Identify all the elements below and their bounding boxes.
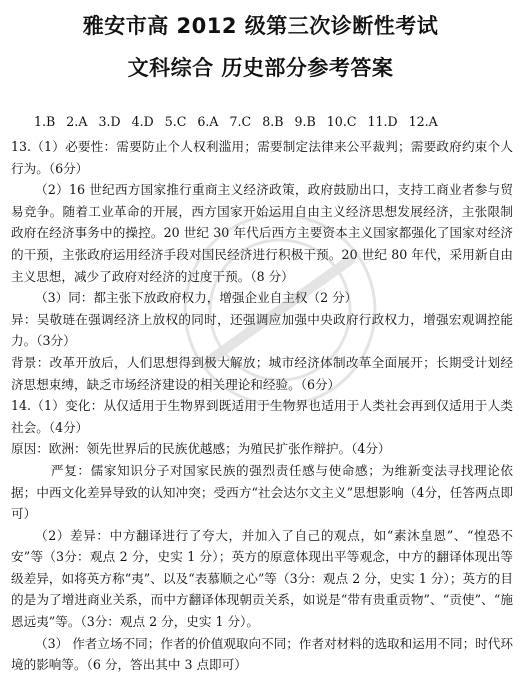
choice-answer: 12.A <box>408 114 438 129</box>
choice-answer: 10.C <box>326 114 357 129</box>
choice-answer: 8.B <box>262 114 284 129</box>
choice-answer: 1.B <box>34 114 56 129</box>
answer-14-1-reason-europe: 原因：欧洲：领先世界后的民族优越感；为殖民扩张作辩护。（4分） <box>11 441 391 457</box>
choice-answer: 11.D <box>367 114 398 129</box>
choice-answer: 6.A <box>197 114 219 129</box>
answer-14-3: （3） 作者立场不同；作者的价值观取向不同；作者对材料的选取和运用不同；时代环境的影响等。（6 分，答出其中 3 点即可） <box>11 635 513 673</box>
choice-answer: 7.C <box>229 114 252 129</box>
answer-14-1-change: 14.（1）变化：从仅适用于生物界到既适用于生物界也适用于人类社会再到仅适用于人类社会。（4分） <box>11 398 513 435</box>
choice-answers-row <box>34 114 504 129</box>
answer-13-3-background: 背景：改革开放后，人们思想得到极大解放；城市经济体制改革全面展开；长期受计划经济思想束缚，缺乏市场经济建设的相关理论和经验。（6分） <box>11 354 513 392</box>
answer-14-1-reason-yanfu: 严复：儒家知识分子对国家民族的强烈责任感与使命感；为维新变法寻找理论依据；中西文化差异导致的认知冲突；受西方“社会达尔文主义”思想影响（4分，任答两点即可） <box>11 462 513 522</box>
answer-13-2: （2）16 世纪西方国家推行重商主义经济政策，政府鼓励出口，支持工商业者参与贸易竞争。随着工业革命的开展，西方国家开始运用自由主义经济思想发展经济，主张限制政府在经济事务中的操控。20 世纪 30 年代后西方主要资本主义国家都强化了国家对经济的干预，主张政府运用经济手段对国民经济进行积极干预。20 世纪 80 年代，采用新自由主义思想，减少了政府对经济的过度干预。（8 分） <box>11 182 513 284</box>
page-subtitle: 文科综合 历史部分参考答案 <box>127 56 394 80</box>
choice-answer: 2.A <box>66 114 88 129</box>
choice-answer: 5.C <box>164 114 187 129</box>
answer-13-1: 13.（1）必要性：需要防止个人权利滥用；需要制定法律来公平裁判；需要政府约束个人行为。（6分） <box>11 139 513 176</box>
answer-13-3-diff: 异：吴敬琏在强调经济上放权的同时，还强调应加强中央政府行政权力，增强宏观调控能力。（3分） <box>11 311 513 349</box>
page-title: 雅安市高 2012 级第三次诊断性考试 <box>82 14 439 38</box>
answer-13-3-same: （3）同：都主张下放政府权力，增强企业自主权（2 分） <box>35 290 358 306</box>
answer-14-2: （2）差异：中方翻译进行了夸大，并加入了自己的观点，如“素沐皇恩”、“惶恐不安”等（3分：观点 2 分，史实 1 分）；英方的原意体现出平等观念，中方的翻译体现出等级差异，如将英方称“夷”、以及“表慕顺之心”等（3分：观点 2 分，史实 1 分）；英方的目的是为了增进商业关系，而中方翻译体现朝贡关系，如说是“带有贵重贡物”、“贡使”、“施恩远夷”等。（3分：观点 2 分，史实 1 分）。 <box>11 527 513 630</box>
choice-answer: 9.B <box>294 114 316 129</box>
choice-answer: 3.D <box>98 114 121 129</box>
answer-body <box>11 136 513 676</box>
choice-answer: 4.D <box>131 114 154 129</box>
